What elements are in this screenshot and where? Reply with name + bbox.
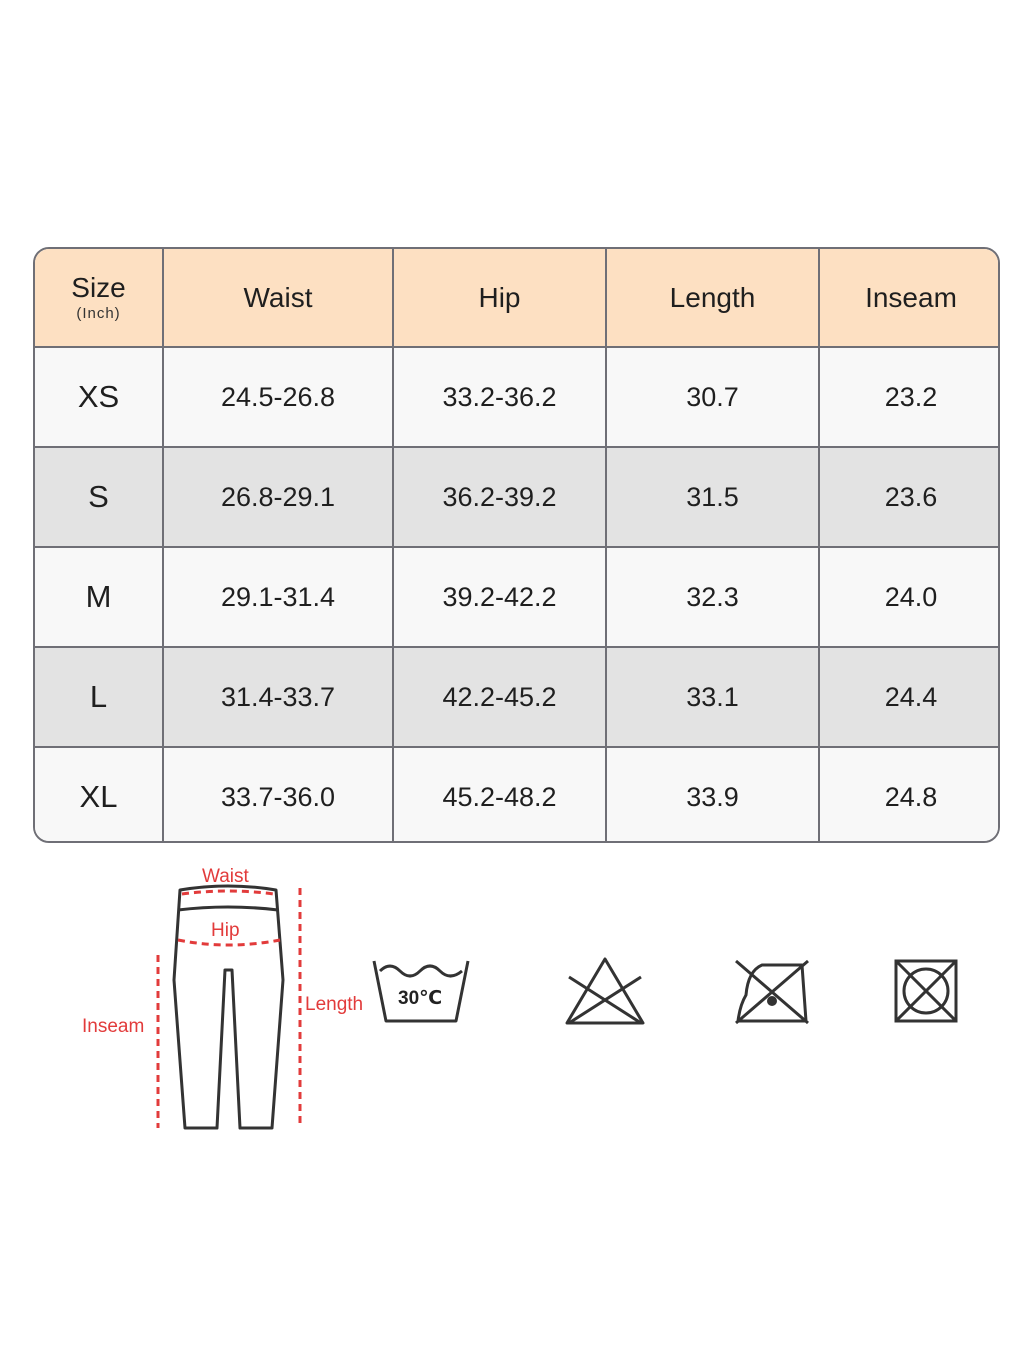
measurement-diagram: [60, 860, 400, 1150]
do-not-tumble-dry-icon: [893, 958, 959, 1024]
table-row: [35, 747, 1000, 843]
cell-length: 31.5: [606, 447, 819, 547]
do-not-iron-icon: [732, 955, 812, 1027]
header-waist: Waist: [163, 249, 393, 347]
cell-inseam: 24.0: [819, 547, 1000, 647]
table-row: [35, 347, 1000, 447]
cell-hip: 42.2-45.2: [393, 647, 606, 747]
header-size-label: Size: [71, 271, 126, 303]
header-length: Length: [606, 249, 819, 347]
cell-inseam: 24.8: [819, 747, 1000, 843]
cell-size: S: [35, 447, 163, 547]
header-inseam: Inseam: [819, 249, 1000, 347]
cell-waist: 26.8-29.1: [163, 447, 393, 547]
size-unit-label: (Inch): [76, 304, 121, 322]
table-header-row: [35, 249, 1000, 347]
size-chart-table: [33, 247, 1000, 843]
cell-length: 30.7: [606, 347, 819, 447]
table-row: [35, 647, 1000, 747]
cell-hip: 33.2-36.2: [393, 347, 606, 447]
wash-30c-icon: [370, 955, 472, 1025]
inseam-label: Inseam: [82, 1016, 145, 1037]
cell-length: 33.1: [606, 647, 819, 747]
header-size: [35, 249, 163, 347]
cell-size: M: [35, 547, 163, 647]
cell-size: XS: [35, 347, 163, 447]
cell-hip: 39.2-42.2: [393, 547, 606, 647]
cell-length: 33.9: [606, 747, 819, 843]
cell-waist: 24.5-26.8: [163, 347, 393, 447]
do-not-bleach-icon: [563, 955, 647, 1027]
cell-hip: 36.2-39.2: [393, 447, 606, 547]
cell-size: XL: [35, 747, 163, 843]
waist-label: Waist: [202, 866, 249, 887]
length-label: Length: [305, 994, 364, 1015]
table-row: [35, 447, 1000, 547]
cell-inseam: 24.4: [819, 647, 1000, 747]
cell-size: L: [35, 647, 163, 747]
wash-temperature-label: 30℃: [398, 988, 443, 1009]
cell-waist: 31.4-33.7: [163, 647, 393, 747]
cell-length: 32.3: [606, 547, 819, 647]
size-table: [35, 249, 1000, 843]
table-row: [35, 547, 1000, 647]
hip-label: Hip: [211, 920, 240, 941]
cell-waist: 29.1-31.4: [163, 547, 393, 647]
cell-inseam: 23.2: [819, 347, 1000, 447]
cell-inseam: 23.6: [819, 447, 1000, 547]
cell-waist: 33.7-36.0: [163, 747, 393, 843]
cell-hip: 45.2-48.2: [393, 747, 606, 843]
header-hip: Hip: [393, 249, 606, 347]
